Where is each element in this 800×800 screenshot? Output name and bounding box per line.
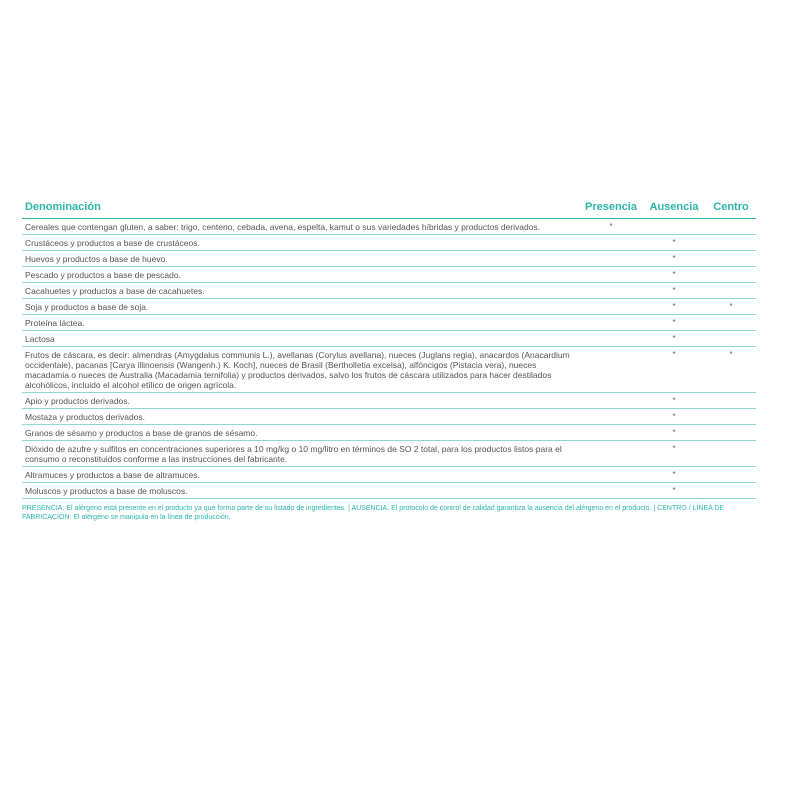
allergen-name-cell: Cacahuetes y productos a base de cacahuetes. — [22, 283, 580, 299]
centro-mark-cell: * — [706, 347, 756, 393]
centro-mark-cell — [706, 267, 756, 283]
ausencia-mark-cell: * — [642, 425, 706, 441]
table-row — [22, 425, 756, 441]
ausencia-mark-cell: * — [642, 409, 706, 425]
allergen-name-cell: Granos de sésamo y productos a base de granos de sésamo. — [22, 425, 580, 441]
presencia-mark-cell — [580, 425, 642, 441]
allergen-name-cell: Proteína láctea. — [22, 315, 580, 331]
ausencia-mark-cell: * — [642, 331, 706, 347]
presencia-mark-cell — [580, 393, 642, 409]
table-row — [22, 347, 756, 393]
ausencia-mark-cell: * — [642, 467, 706, 483]
header-denominacion: Denominación — [22, 199, 580, 219]
centro-mark-cell — [706, 441, 756, 467]
presencia-mark-cell — [580, 331, 642, 347]
presencia-mark-cell — [580, 441, 642, 467]
allergen-name-cell: Lactosa — [22, 331, 580, 347]
allergen-name-cell: Crustáceos y productos a base de crustáceos. — [22, 235, 580, 251]
centro-mark-cell: * — [706, 299, 756, 315]
header-presencia: Presencia — [580, 199, 642, 219]
presencia-mark-cell — [580, 347, 642, 393]
table-row — [22, 251, 756, 267]
presencia-mark-cell — [580, 483, 642, 499]
presencia-mark-cell — [580, 251, 642, 267]
table-row — [22, 235, 756, 251]
allergen-name-cell: Cereales que contengan gluten, a saber: trigo, centeno, cebada, avena, espelta, kamut o sus variedades híbridas y productos derivados. — [22, 219, 580, 235]
presencia-mark-cell — [580, 467, 642, 483]
table-row — [22, 219, 756, 235]
table-row — [22, 483, 756, 499]
allergen-name-cell: Frutos de cáscara, es decir: almendras (Amygdalus communis L.), avellanas (Corylus avellana), nueces (Juglans regia), anacardos (Anacardium occidentale), pacanas [Carya illinoensis (Wangenh.) K. Koch], nueces de Brasil (Bertholletia excelsa), alfóncigos (Pistacia vera), nueces macadamia o nueces de Australia (Macadamia ternifolia) y productos derivados, salvo los frutos de cáscara utilizados para hacer destilados alcohólicos, incluido el alcohol etílico de origen agrícola. — [22, 347, 580, 393]
table-row — [22, 299, 756, 315]
centro-mark-cell — [706, 409, 756, 425]
table-row — [22, 315, 756, 331]
table-row — [22, 441, 756, 467]
ausencia-mark-cell: * — [642, 299, 706, 315]
centro-mark-cell — [706, 425, 756, 441]
allergen-name-cell: Moluscos y productos a base de moluscos. — [22, 483, 580, 499]
table-body — [22, 219, 756, 499]
centro-mark-cell — [706, 393, 756, 409]
allergen-table — [22, 199, 756, 499]
ausencia-mark-cell: * — [642, 315, 706, 331]
allergen-name-cell: Mostaza y productos derivados. — [22, 409, 580, 425]
presencia-mark-cell — [580, 409, 642, 425]
table-row — [22, 393, 756, 409]
header-centro: Centro — [706, 199, 756, 219]
presencia-mark-cell — [580, 283, 642, 299]
table-row — [22, 467, 756, 483]
centro-mark-cell — [706, 483, 756, 499]
allergen-name-cell: Soja y productos a base de soja. — [22, 299, 580, 315]
presencia-mark-cell — [580, 299, 642, 315]
table-row — [22, 283, 756, 299]
presencia-mark-cell — [580, 315, 642, 331]
presencia-mark-cell — [580, 267, 642, 283]
table-header-row — [22, 199, 756, 219]
allergen-name-cell: Altramuces y productos a base de altramuces. — [22, 467, 580, 483]
ausencia-mark-cell: * — [642, 283, 706, 299]
ausencia-mark-cell: * — [642, 347, 706, 393]
presencia-mark-cell — [580, 235, 642, 251]
presencia-mark-cell: * — [580, 219, 642, 235]
table-row — [22, 267, 756, 283]
centro-mark-cell — [706, 315, 756, 331]
allergen-name-cell: Dióxido de azufre y sulfitos en concentraciones superiores a 10 mg/kg o 10 mg/litro en términos de SO 2 total, para los productos listos para el consumo o reconstituidos conforme a las instrucciones del fabricante. — [22, 441, 580, 467]
centro-mark-cell — [706, 467, 756, 483]
allergen-table-container — [22, 199, 756, 522]
ausencia-mark-cell — [642, 219, 706, 235]
ausencia-mark-cell: * — [642, 483, 706, 499]
allergen-name-cell: Apio y productos derivados. — [22, 393, 580, 409]
centro-mark-cell — [706, 219, 756, 235]
centro-mark-cell — [706, 235, 756, 251]
ausencia-mark-cell: * — [642, 267, 706, 283]
allergen-name-cell: Pescado y productos a base de pescado. — [22, 267, 580, 283]
header-ausencia: Ausencia — [642, 199, 706, 219]
ausencia-mark-cell: * — [642, 441, 706, 467]
table-row — [22, 409, 756, 425]
centro-mark-cell — [706, 331, 756, 347]
allergen-name-cell: Huevos y productos a base de huevo. — [22, 251, 580, 267]
ausencia-mark-cell: * — [642, 235, 706, 251]
ausencia-mark-cell: * — [642, 251, 706, 267]
legend-footnote: PRESENCIA: El alérgeno está presente en el producto ya que forma parte de su listado de ingredientes. | AUSENCIA: El protocolo de control de calidad garantiza la ausencia del alérgeno en el producto. | CENTRO / LÍNEA DE FABRICACIÓN: El alérgeno se manipula en la línea de producción. — [22, 505, 725, 521]
table-row — [22, 331, 756, 347]
ausencia-mark-cell: * — [642, 393, 706, 409]
centro-mark-cell — [706, 283, 756, 299]
centro-mark-cell — [706, 251, 756, 267]
